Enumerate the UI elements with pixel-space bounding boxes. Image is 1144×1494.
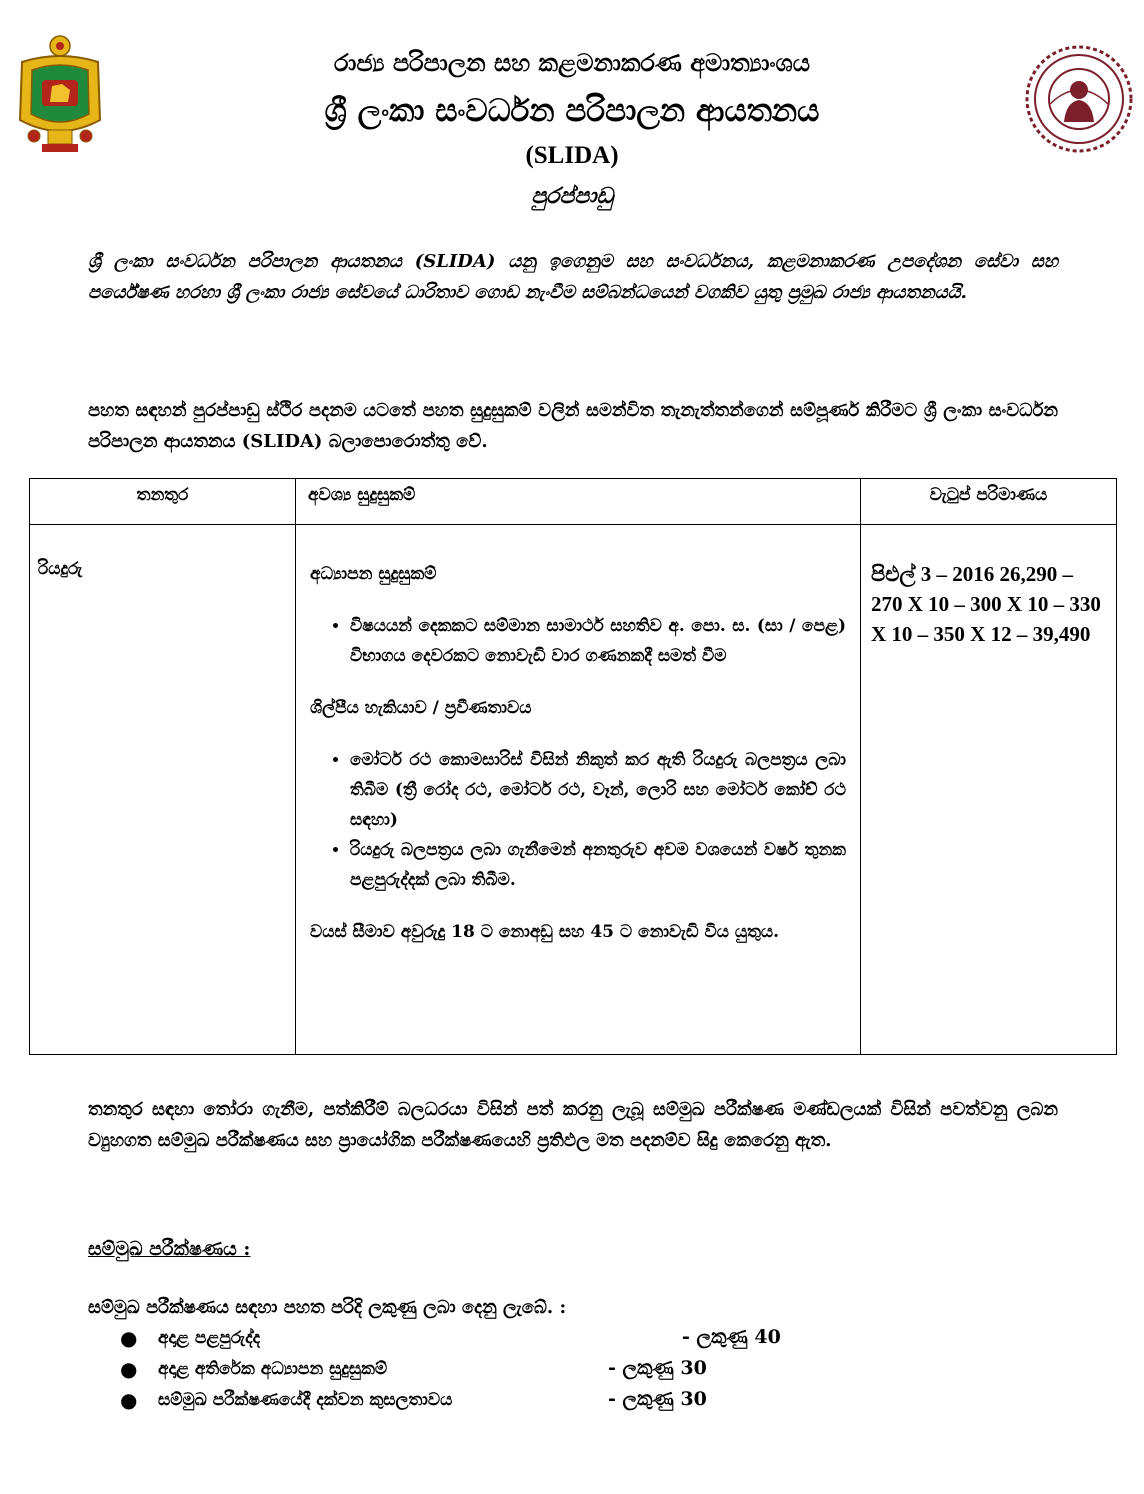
mark-value: - ලකුණු 30: [608, 1388, 707, 1410]
mark-label: අදාළ අතිරේක අධ්‍යාපන සුදුසුකම්: [158, 1359, 388, 1379]
header-salary: වැටුප් පරිමාණය: [861, 479, 1117, 525]
table-header-row: [30, 479, 1117, 525]
institute-name: ශ්‍රී ලංකා සංවර්ධන පරිපාලන ආයතනය: [324, 93, 820, 129]
skills-list: [310, 745, 846, 895]
page-subtitle: පුරප්පාඩු: [531, 183, 613, 209]
age-limit: වයස් සීමාව අවුරුදු 18 ට නොඅඩු සහ 45 ට නොවැඩි විය යුතුය.: [310, 922, 780, 942]
list-item: • විෂයයන් දෙකකට සම්මාන සාමාර්ථ සහතිව අ. පො. ස. (සා / පෙළ) විභාගය දෙවරකට නොවැඩි වාර ගණනකදී සමත් වීම: [350, 611, 846, 671]
mark-value: - ලකුණු 30: [608, 1357, 707, 1379]
ministry-name: රාජ්‍ය පරිපාලන සහ කළමනාකරණ අමාත්‍යාංශය: [334, 48, 810, 77]
mark-label: සම්මුඛ පරීක්ෂණයේදී දක්වන කුසලතාවය: [158, 1390, 453, 1410]
bullet-icon: ●: [120, 1357, 138, 1381]
institute-abbreviation: (SLIDA): [525, 142, 619, 169]
selection-paragraph: තනතුර සඳහා තෝරා ගැනීම, පත්කිරීම් බලධරයා විසින් පත් කරනු ලැබූ සම්මුඛ පරීක්ෂණ මණ්ඩලයක් විසින් පවත්වනු ලබන ව්‍යුහගත සම්මුඛ පරීක්ෂණය සහ ප්‍රායෝගික පරීක්ෂණයෙහි ප්‍රතිඵල මත පදනම්ව සිදු කෙරෙනු ඇත.: [88, 1099, 1058, 1151]
bullet-icon: ●: [120, 1388, 138, 1412]
interview-title: සම්මුඛ පරීක්ෂණය :: [88, 1238, 251, 1260]
vacancy-table: [29, 478, 1117, 1055]
mark-value: - ලකුණු 40: [682, 1326, 781, 1348]
table-row: [30, 525, 1117, 1055]
skills-title: ශිල්පීය හැකියාව / ප්‍රවීණතාවය: [310, 698, 532, 718]
post-cell: රියදුරු: [30, 525, 296, 1055]
salary-cell: පිඑල් 3 – 2016 26,290 – 270 X 10 – 300 X 10 – 330 X 10 – 350 X 12 – 39,490: [861, 525, 1117, 1055]
bullet-icon: ●: [120, 1326, 138, 1350]
header-post: තනතුර: [30, 479, 296, 525]
education-title: අධ්‍යාපන සුදුසුකම්: [310, 564, 437, 584]
header-qualifications: අවශ්‍ය සුදුසුකම්: [296, 479, 861, 525]
mark-label: අදාළ පළපුරුද්ද: [158, 1328, 261, 1348]
education-list: [310, 611, 846, 671]
list-item: • රියදුරු බලපත්‍රය ලබා ගැනීමෙන් අනතුරුව අවම වශයෙන් වර්ෂ තුනක පළපුරුද්දක් ලබා තිබීම.: [350, 835, 846, 895]
qualifications-cell: [296, 525, 861, 1055]
intro-paragraph: ශ්‍රී ලංකා සංවර්ධන පරිපාලන ආයතනය (SLIDA) යනු ඉගෙනුම සහ සංවර්ධනය, කළමනාකරණ උපදේශන සේවා සහ පර්යේෂණ හරහා ශ්‍රී ලංකා රාජ්‍ය සේවයේ ධාරිතාව ගොඩ නැංවීම සම්බන්ධයෙන් වගකිව යුතු ප්‍රමුඛ රාජ්‍ය ආයතනයයි.: [88, 251, 1058, 303]
marks-intro: සම්මුඛ පරීක්ෂණය සඳහා පහත පරිදි ලකුණු ලබා දෙනු ලැබේ. :: [88, 1297, 567, 1318]
list-item: • මෝටර් රථ කොමසාරිස් විසින් නිකුත් කර ඇති රියදුරු බලපත්‍රය ලබා තිබීම (ත්‍රී රෝද රථ, මෝටර් රථ, වෑන්, ලොරි සහ මෝටර් කෝච් රථ සඳහා): [350, 745, 846, 835]
vacancy-paragraph: පහත සඳහන් පුරප්පාඩු ස්ථිර පදනම යටතේ පහත සුදුසුකම් වලින් සමන්විත තැනැත්තන්ගෙන් සම්පූර්ණ කිරීමට ශ්‍රී ලංකා සංවර්ධන පරිපාලන ආයතනය (SLIDA) බලාපොරොත්තු වේ.: [88, 400, 1058, 452]
